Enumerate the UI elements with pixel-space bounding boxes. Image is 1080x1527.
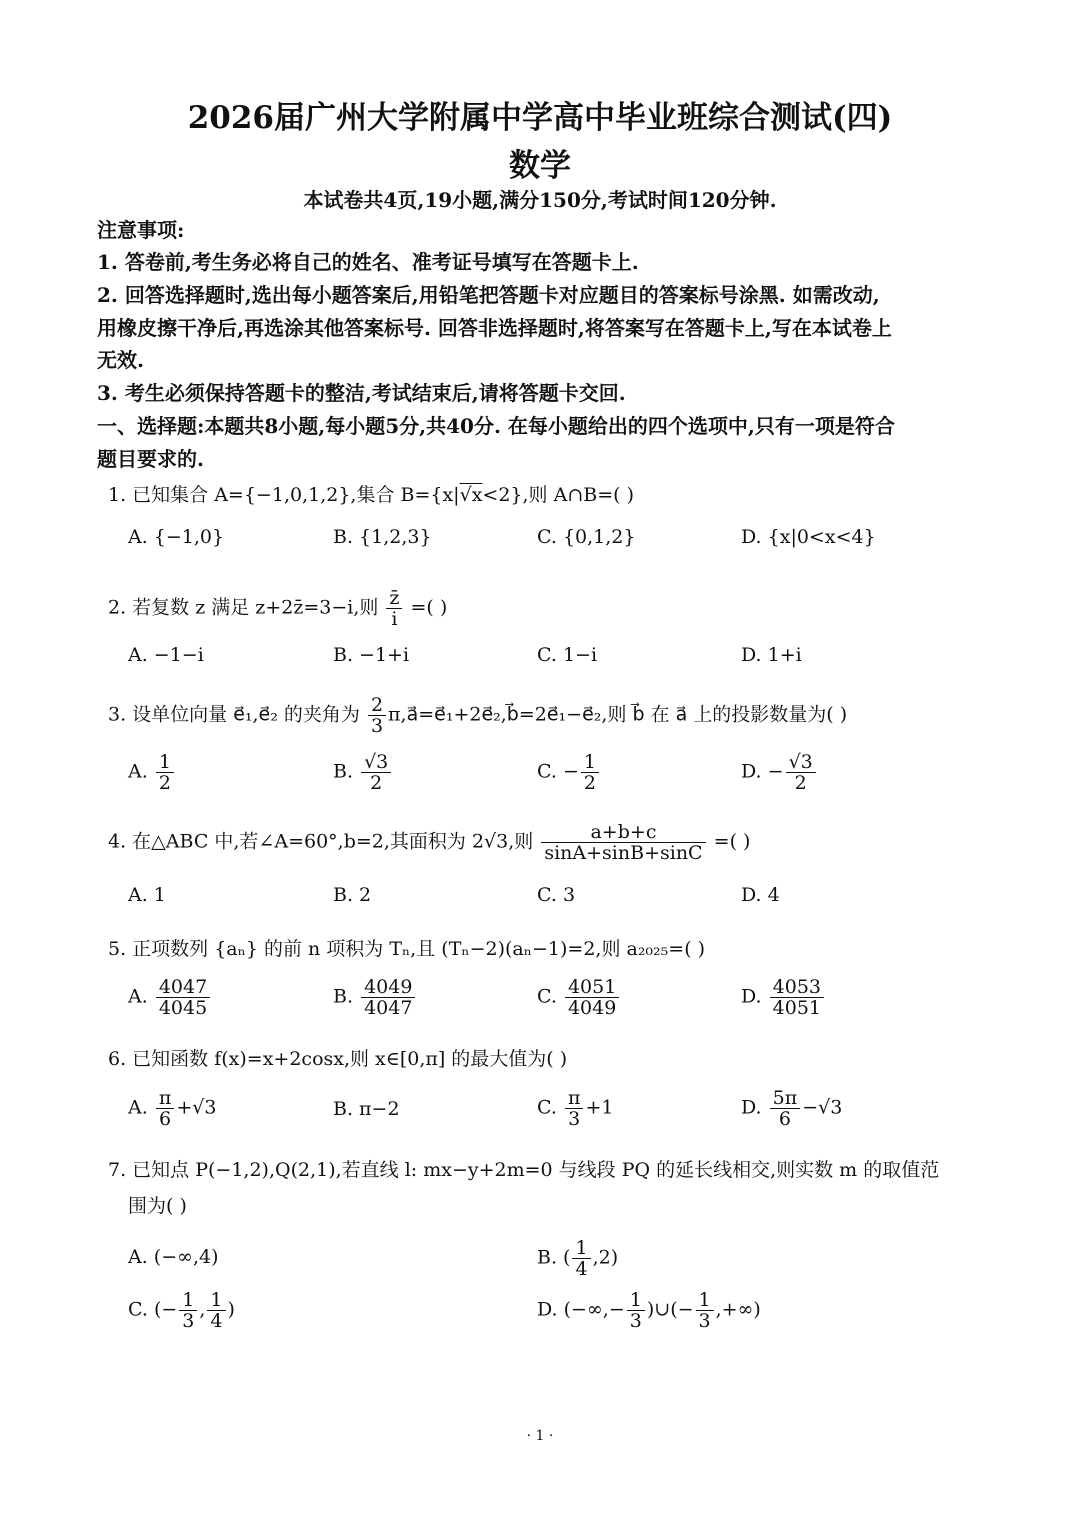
q5-d-den: 4051 bbox=[772, 997, 822, 1019]
q6-a-num: π bbox=[156, 1088, 175, 1109]
q2-stem-part1: 2. 若复数 z 满足 z+2z̄=3−i,则 bbox=[108, 596, 379, 619]
q4-frac-num: a+b+c bbox=[541, 822, 705, 843]
notice-item-2-line-3: 无效. bbox=[97, 348, 144, 372]
q7-d-num-2: 1 bbox=[696, 1290, 714, 1311]
q7-c-mid: , bbox=[199, 1298, 206, 1321]
q5-a-num: 4047 bbox=[156, 977, 210, 998]
q3-b-fraction bbox=[361, 752, 391, 793]
q4-fraction bbox=[541, 822, 705, 863]
q7-b-label: B. ( bbox=[537, 1246, 571, 1269]
q3-option-b bbox=[333, 752, 393, 793]
q3-b-num: √3 bbox=[361, 752, 391, 773]
q4-frac-den: sinA+sinB+sinC bbox=[544, 842, 703, 864]
q2-option-a: A. −1−i bbox=[128, 644, 204, 666]
q3-stem-part2: π,a⃗=e⃗₁+2e⃗₂,b⃗=2e⃗₁−e⃗₂,则 b⃗ 在 a⃗ 上的投影数量为( ) bbox=[388, 703, 848, 726]
notice-heading: 注意事项: bbox=[97, 218, 185, 242]
q6-d-den: 6 bbox=[778, 1108, 791, 1130]
q3-a-label: A. bbox=[128, 760, 148, 783]
q3-frac-num: 2 bbox=[368, 695, 386, 716]
q1-option-c: C. {0,1,2} bbox=[537, 526, 636, 548]
q5-option-d bbox=[741, 977, 826, 1018]
q6-c-num: π bbox=[565, 1088, 584, 1109]
q6-c-label: C. bbox=[537, 1096, 557, 1119]
q7-d-mid: )∪(− bbox=[646, 1298, 694, 1321]
q3-stem-part1: 3. 设单位向量 e⃗₁,e⃗₂ 的夹角为 bbox=[108, 703, 360, 726]
question-7-stem-line-1: 7. 已知点 P(−1,2),Q(2,1),若直线 l: mx−y+2m=0 与线段 PQ 的延长线相交,则实数 m 的取值范 bbox=[108, 1159, 940, 1181]
q7-c-tail: ) bbox=[227, 1298, 235, 1321]
q7-b-fraction bbox=[572, 1238, 590, 1279]
q1-option-a: A. {−1,0} bbox=[128, 526, 225, 548]
q6-d-tail: −√3 bbox=[802, 1096, 843, 1119]
q6-d-label: D. bbox=[741, 1096, 762, 1119]
q2-fraction bbox=[386, 588, 402, 629]
q3-b-label: B. bbox=[333, 760, 354, 783]
q4-stem-part2: =( ) bbox=[713, 830, 751, 853]
q6-d-fraction bbox=[770, 1088, 801, 1129]
q5-a-fraction bbox=[156, 977, 210, 1018]
q2-option-b: B. −1+i bbox=[333, 644, 410, 666]
question-3-stem bbox=[108, 695, 988, 736]
q5-d-fraction bbox=[770, 977, 824, 1018]
q1-option-b: B. {1,2,3} bbox=[333, 526, 432, 548]
q7-d-tail: ,+∞) bbox=[715, 1298, 761, 1321]
q7-d-den-1: 3 bbox=[629, 1310, 642, 1332]
question-5-stem: 5. 正项数列 {aₙ} 的前 n 项积为 Tₙ,且 (Tₙ−2)(aₙ−1)=2,则 a₂₀₂₅=( ) bbox=[108, 938, 706, 960]
q7-d-fraction-2 bbox=[696, 1290, 714, 1331]
q7-b-den: 4 bbox=[575, 1258, 588, 1280]
q6-a-fraction bbox=[156, 1088, 175, 1129]
q7-d-den-2: 3 bbox=[698, 1310, 711, 1332]
q5-d-label: D. bbox=[741, 985, 762, 1008]
q7-d-num-1: 1 bbox=[627, 1290, 645, 1311]
q4-stem-part1: 4. 在△ABC 中,若∠A=60°,b=2,其面积为 2√3,则 bbox=[108, 830, 534, 853]
q5-b-label: B. bbox=[333, 985, 354, 1008]
exam-title: 2026届广州大学附属中学高中毕业班综合测试(四) bbox=[187, 100, 893, 136]
q3-d-label: D. − bbox=[741, 760, 784, 783]
q3-a-fraction bbox=[156, 752, 174, 793]
q3-option-a bbox=[128, 752, 176, 793]
q3-b-den: 2 bbox=[370, 772, 383, 794]
question-7-stem-line-2: 围为( ) bbox=[128, 1195, 187, 1217]
section-1-line-1: 一、选择题:本题共8小题,每小题5分,共40分. 在每小题给出的四个选项中,只有一项是符合 bbox=[97, 414, 895, 438]
q3-fraction bbox=[368, 695, 386, 736]
q7-c-den-2: 4 bbox=[210, 1310, 223, 1332]
q7-option-d bbox=[537, 1290, 761, 1331]
q5-b-num: 4049 bbox=[361, 977, 415, 998]
q3-a-num: 1 bbox=[156, 752, 174, 773]
q3-c-fraction bbox=[581, 752, 599, 793]
q4-option-a: A. 1 bbox=[128, 884, 166, 906]
notice-item-2-line-1: 2. 回答选择题时,选出每小题答案后,用铅笔把答题卡对应题目的答案标号涂黑. 如需改动, bbox=[97, 283, 880, 307]
page-number: · 1 · bbox=[526, 1428, 554, 1444]
q5-b-fraction bbox=[361, 977, 415, 1018]
q3-a-den: 2 bbox=[158, 772, 171, 794]
q6-option-c bbox=[537, 1088, 613, 1129]
q5-option-c bbox=[537, 977, 621, 1018]
q5-c-label: C. bbox=[537, 985, 557, 1008]
q7-b-num: 1 bbox=[572, 1238, 590, 1259]
q1-option-d: D. {x|0<x<4} bbox=[741, 526, 876, 548]
q5-a-label: A. bbox=[128, 985, 148, 1008]
q2-frac-den: i bbox=[391, 608, 398, 630]
q4-option-d: D. 4 bbox=[741, 884, 780, 906]
q1-stem-part2: <2},则 A∩B=( ) bbox=[482, 484, 634, 506]
q6-d-num: 5π bbox=[770, 1088, 801, 1109]
q2-stem-part2: =( ) bbox=[410, 596, 448, 619]
q5-c-den: 4049 bbox=[567, 997, 617, 1019]
q1-stem-part1: 1. 已知集合 A={−1,0,1,2},集合 B={x| bbox=[108, 484, 460, 506]
q1-stem-sqrt: √x bbox=[459, 484, 483, 506]
q7-b-tail: ,2) bbox=[592, 1246, 619, 1269]
q7-option-a: A. (−∞,4) bbox=[128, 1246, 219, 1268]
q6-a-tail: +√3 bbox=[176, 1096, 217, 1119]
q7-option-c bbox=[128, 1290, 235, 1331]
q5-c-fraction bbox=[565, 977, 619, 1018]
q3-c-label: C. − bbox=[537, 760, 579, 783]
q3-d-den: 2 bbox=[794, 772, 807, 794]
q4-option-b: B. 2 bbox=[333, 884, 372, 906]
q7-c-fraction-1 bbox=[179, 1290, 197, 1331]
q5-d-num: 4053 bbox=[770, 977, 824, 998]
q6-c-tail: +1 bbox=[585, 1096, 614, 1119]
q3-d-fraction bbox=[786, 752, 816, 793]
q5-b-den: 4047 bbox=[364, 997, 413, 1019]
q6-option-d bbox=[741, 1088, 842, 1129]
q7-c-den-1: 3 bbox=[182, 1310, 195, 1332]
q7-c-num-2: 1 bbox=[207, 1290, 225, 1311]
q6-c-fraction bbox=[565, 1088, 584, 1129]
notice-item-3: 3. 考生必须保持答题卡的整洁,考试结束后,请将答题卡交回. bbox=[97, 381, 626, 405]
q5-option-a bbox=[128, 977, 212, 1018]
notice-item-2-line-2: 用橡皮擦干净后,再选涂其他答案标号. 回答非选择题时,将答案写在答题卡上,写在本试卷上 bbox=[97, 316, 892, 340]
q7-c-label: C. (− bbox=[128, 1298, 178, 1321]
q7-d-label: D. (−∞,− bbox=[537, 1298, 625, 1321]
q3-c-num: 1 bbox=[581, 752, 599, 773]
section-1-line-2: 题目要求的. bbox=[97, 447, 204, 471]
q6-option-b: B. π−2 bbox=[333, 1098, 400, 1120]
question-4-stem bbox=[108, 822, 988, 863]
q6-a-den: 6 bbox=[159, 1108, 172, 1130]
q7-c-fraction-2 bbox=[207, 1290, 225, 1331]
question-6-stem: 6. 已知函数 f(x)=x+2cosx,则 x∈[0,π] 的最大值为( ) bbox=[108, 1048, 568, 1070]
q3-d-num: √3 bbox=[786, 752, 816, 773]
question-2-stem bbox=[108, 588, 988, 629]
q3-option-c bbox=[537, 752, 601, 793]
q4-option-c: C. 3 bbox=[537, 884, 576, 906]
q5-c-num: 4051 bbox=[565, 977, 619, 998]
q2-frac-num: z̄ bbox=[386, 588, 402, 609]
q3-option-d bbox=[741, 752, 818, 793]
q3-frac-den: 3 bbox=[370, 715, 384, 737]
notice-item-1: 1. 答卷前,考生务必将自己的姓名、准考证号填写在答题卡上. bbox=[97, 250, 639, 274]
q7-option-b bbox=[537, 1238, 618, 1279]
q6-option-a bbox=[128, 1088, 216, 1129]
q5-option-b bbox=[333, 977, 417, 1018]
q7-c-num-1: 1 bbox=[179, 1290, 197, 1311]
exam-subject: 数学 bbox=[509, 148, 571, 184]
q3-c-den: 2 bbox=[583, 772, 596, 794]
question-1-stem bbox=[108, 479, 988, 512]
q7-d-fraction-1 bbox=[627, 1290, 645, 1331]
q5-a-den: 4045 bbox=[158, 997, 208, 1019]
exam-info: 本试卷共4页,19小题,满分150分,考试时间120分钟. bbox=[303, 188, 777, 212]
q2-option-d: D. 1+i bbox=[741, 644, 802, 666]
q6-c-den: 3 bbox=[568, 1108, 581, 1130]
q2-option-c: C. 1−i bbox=[537, 644, 598, 666]
q6-a-label: A. bbox=[128, 1096, 148, 1119]
